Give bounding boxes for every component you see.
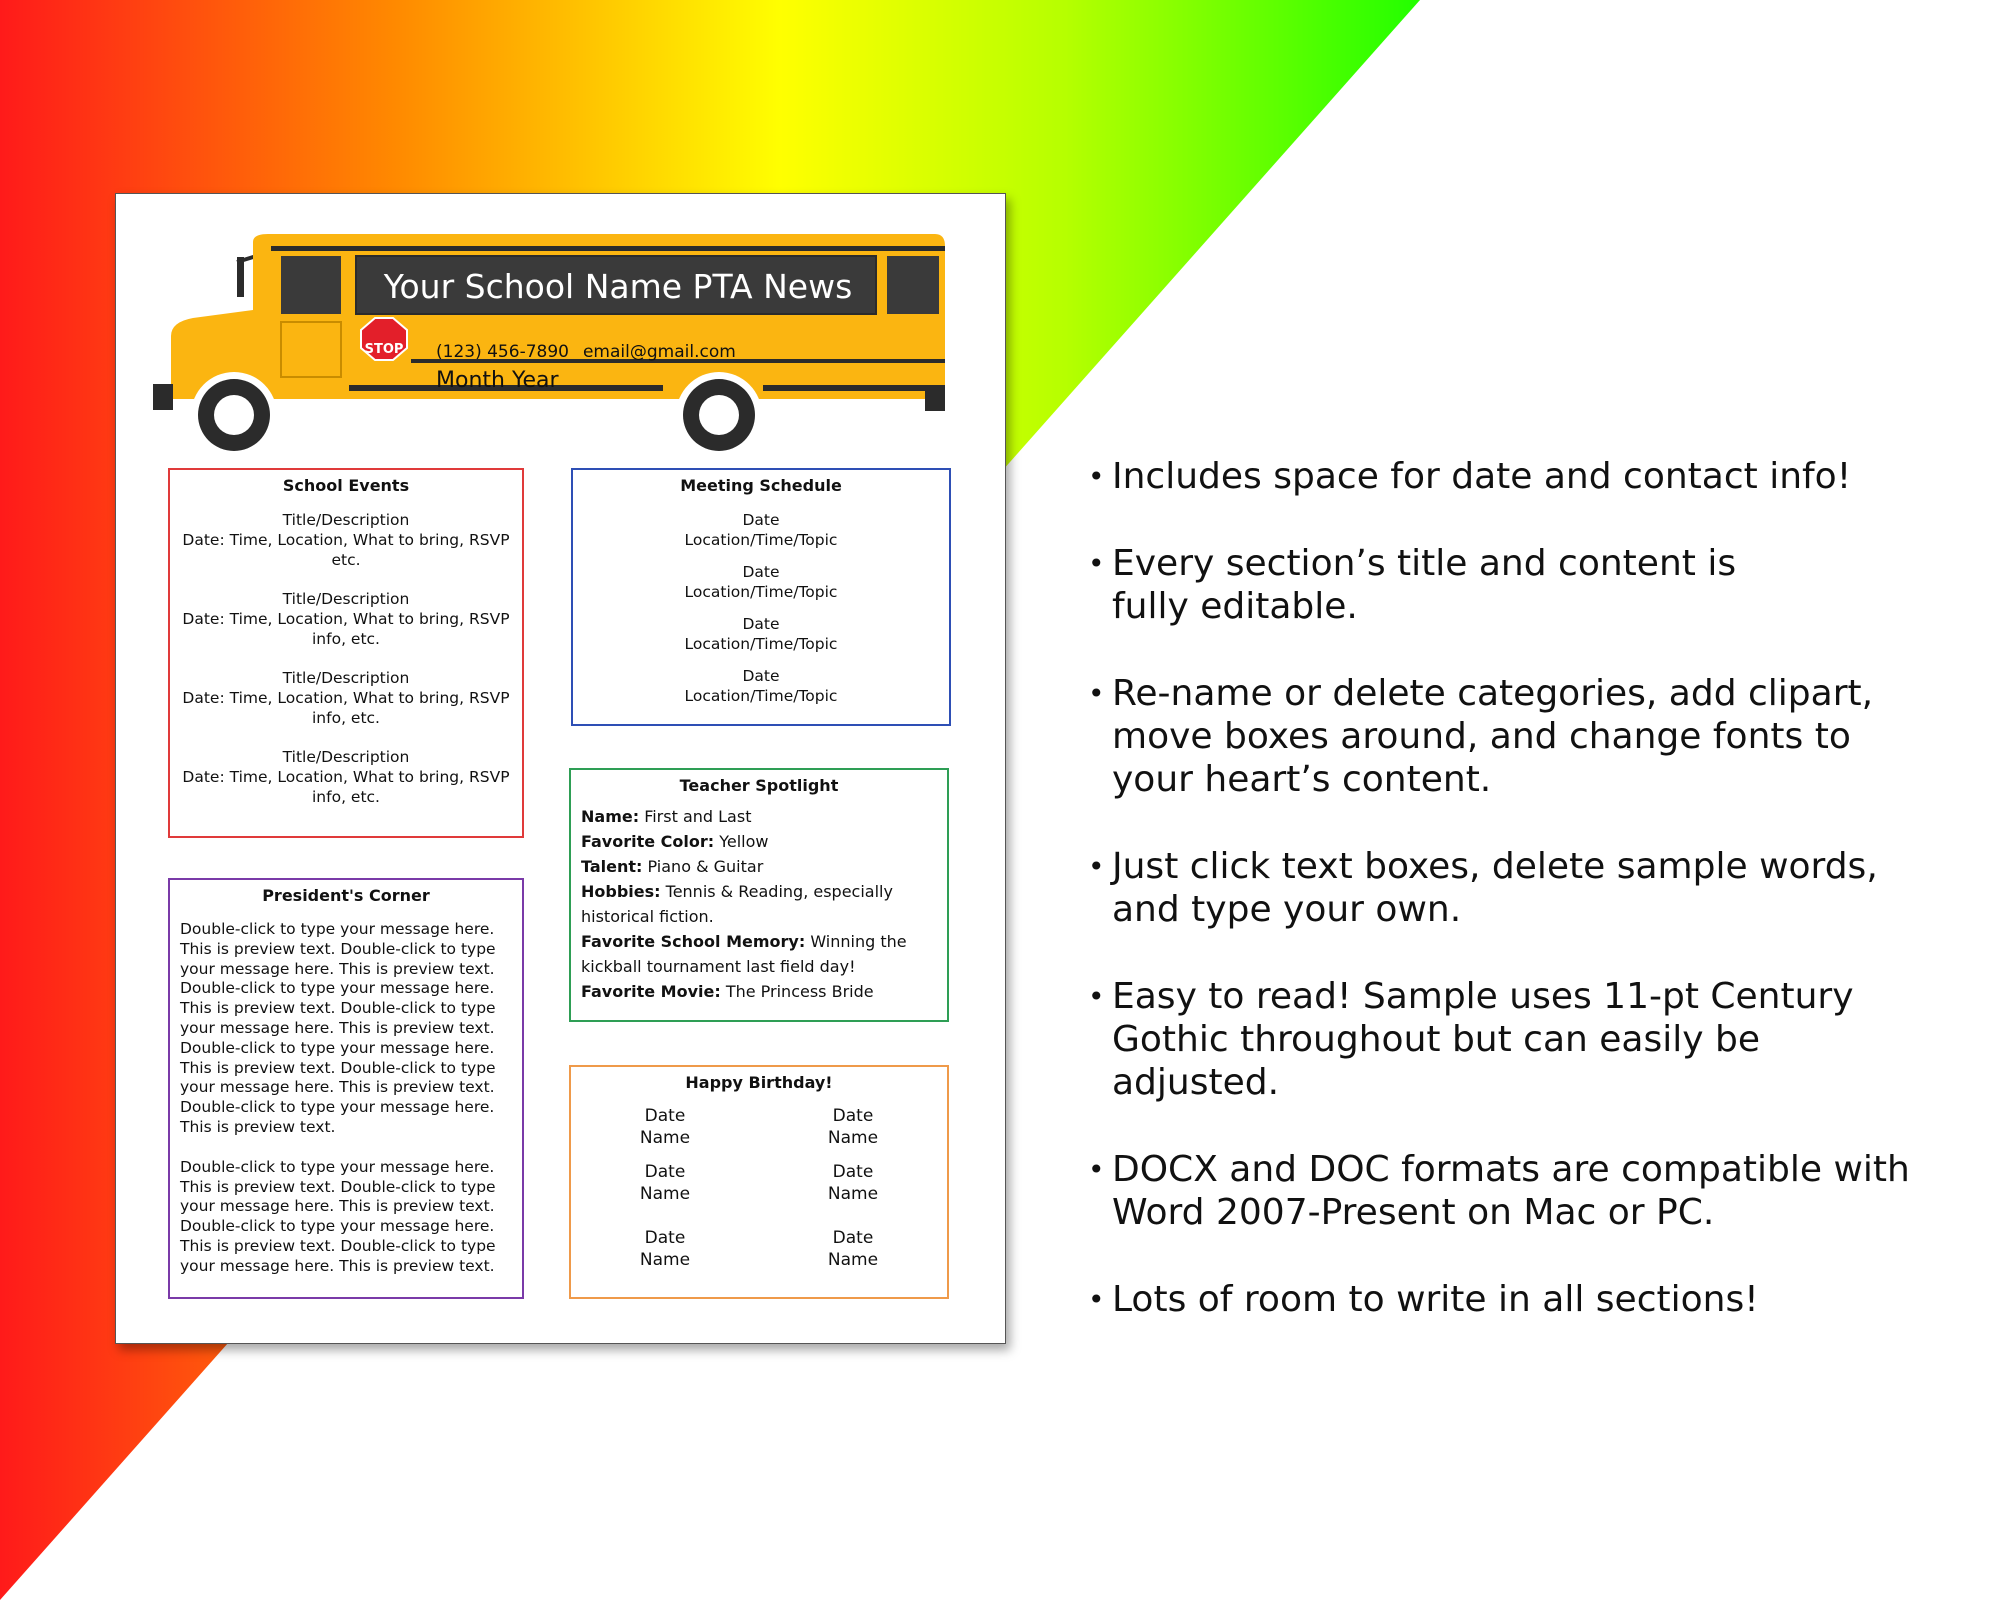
birthday-name: Name	[827, 1128, 879, 1148]
meeting-date: Date	[742, 667, 780, 685]
newsletter-date[interactable]: Month Year	[436, 368, 559, 393]
field-label: Hobbies:	[581, 882, 661, 901]
meeting-item[interactable]	[573, 666, 949, 706]
meeting-detail: Location/Time/Topic	[684, 531, 838, 549]
teacher-spotlight-heading[interactable]: Teacher Spotlight	[679, 776, 839, 795]
field-label: Favorite Movie:	[581, 982, 721, 1001]
event-item[interactable]	[170, 589, 522, 649]
meeting-date: Date	[742, 615, 780, 633]
event-details: Date: Time, Location, What to bring, RSVP	[182, 768, 510, 786]
meeting-detail: Location/Time/Topic	[684, 687, 838, 705]
field-label: Favorite Color:	[581, 832, 715, 851]
birthday-name: Name	[639, 1184, 691, 1204]
event-item[interactable]	[170, 747, 522, 807]
field-value: First and Last	[639, 807, 752, 826]
birthday-date: Date	[644, 1228, 686, 1248]
birthday-box[interactable]	[569, 1065, 949, 1299]
field-value: The Princess Bride	[720, 982, 874, 1001]
president-message-paragraph[interactable]: Double-click to type your message here. This is preview text. Double-click to type your message here. This is preview text. Double-click to type your message here. This is preview text. Double-click to type your message here. This is preview text.	[180, 1157, 496, 1275]
birthday-date: Date	[832, 1228, 874, 1248]
feature-item: • Just click text boxes, delete sample words, and type your own.	[1088, 845, 1912, 931]
meeting-item[interactable]	[573, 614, 949, 654]
president-message-paragraph[interactable]: Double-click to type your message here. This is preview text. Double-click to type your message here. This is preview text. Double-click to type your message here. This is preview text. Double-click to type your message here. This is preview text. Double-click to type your message here. This is preview text. Double-click to type your message here. This is preview text. Double-click to type your message here. This is preview text.	[180, 920, 496, 1136]
meeting-date: Date	[742, 511, 780, 529]
event-details: Date: Time, Location, What to bring, RSVP	[182, 689, 510, 707]
spotlight-hobbies[interactable]	[581, 879, 937, 929]
birthday-date: Date	[644, 1106, 686, 1126]
field-label: Talent:	[581, 857, 643, 876]
feature-item: • DOCX and DOC formats are compatible with Word 2007-Present on Mac or PC.	[1088, 1148, 1968, 1234]
birthday-name: Name	[639, 1128, 691, 1148]
field-value: Winning the kickball tournament last field day!	[581, 932, 907, 976]
birthday-entry[interactable]	[759, 1161, 947, 1205]
meeting-item[interactable]	[573, 562, 949, 602]
newsletter-title[interactable]: Your School Name PTA News	[383, 267, 853, 306]
field-value: Piano & Guitar	[642, 857, 764, 876]
event-details-end: info, etc.	[312, 709, 380, 727]
birthday-date: Date	[644, 1162, 686, 1182]
meeting-detail: Location/Time/Topic	[684, 635, 838, 653]
event-details-end: etc.	[331, 551, 361, 569]
feature-item: • Re-name or delete categories, add clipart, move boxes around, and change fonts to your heart’s content.	[1088, 672, 1912, 801]
presidents-corner-heading[interactable]: President's Corner	[262, 886, 430, 905]
teacher-spotlight-box[interactable]	[569, 768, 949, 1022]
contact-info[interactable]	[436, 342, 736, 362]
meeting-item[interactable]	[573, 510, 949, 550]
birthday-name: Name	[639, 1250, 691, 1270]
birthday-entry[interactable]	[759, 1227, 947, 1271]
event-details-end: info, etc.	[312, 630, 380, 648]
meeting-detail: Location/Time/Topic	[684, 583, 838, 601]
spotlight-memory[interactable]	[581, 929, 937, 979]
birthday-name: Name	[827, 1184, 879, 1204]
event-item[interactable]	[170, 668, 522, 728]
spotlight-name[interactable]	[581, 804, 937, 829]
birthday-date: Date	[832, 1162, 874, 1182]
field-label: Favorite School Memory:	[581, 932, 806, 951]
field-value: Yellow	[714, 832, 769, 851]
stop-sign-label: STOP	[364, 342, 404, 357]
event-title: Title/Description	[282, 590, 410, 608]
feature-list	[1088, 455, 1968, 1365]
feature-item: • Easy to read! Sample uses 11-pt Century Gothic throughout but can easily be adjusted.	[1088, 975, 1872, 1104]
birthday-date: Date	[832, 1106, 874, 1126]
birthday-heading[interactable]: Happy Birthday!	[685, 1073, 833, 1092]
newsletter-page	[115, 193, 1006, 1344]
school-events-heading[interactable]: School Events	[282, 476, 410, 495]
spotlight-movie[interactable]	[581, 979, 937, 1004]
event-title: Title/Description	[282, 511, 410, 529]
feature-item: • Includes space for date and contact info!	[1088, 455, 1968, 498]
meeting-schedule-heading[interactable]: Meeting Schedule	[680, 476, 842, 495]
birthday-entry[interactable]	[571, 1161, 759, 1205]
phone-number[interactable]: (123) 456-7890	[436, 342, 569, 362]
event-details: Date: Time, Location, What to bring, RSVP	[182, 531, 510, 549]
field-value: Tennis & Reading, especially historical fiction.	[581, 882, 893, 926]
feature-item: • Lots of room to write in all sections!	[1088, 1278, 1968, 1321]
email-address[interactable]: email@gmail.com	[582, 342, 736, 362]
presidents-corner-box[interactable]	[168, 878, 524, 1299]
birthday-entry[interactable]	[571, 1105, 759, 1149]
meeting-schedule-box[interactable]	[571, 468, 951, 726]
birthday-name: Name	[827, 1250, 879, 1270]
event-item[interactable]	[170, 510, 522, 570]
school-events-box[interactable]	[168, 468, 524, 838]
field-label: Name:	[581, 807, 640, 826]
birthday-entry[interactable]	[759, 1105, 947, 1149]
meeting-date: Date	[742, 563, 780, 581]
event-details-end: info, etc.	[312, 788, 380, 806]
spotlight-color[interactable]	[581, 829, 937, 854]
birthday-entry[interactable]	[571, 1227, 759, 1271]
event-title: Title/Description	[282, 748, 410, 766]
feature-item: • Every section’s title and content is fully editable.	[1088, 542, 1812, 628]
spotlight-talent[interactable]	[581, 854, 937, 879]
event-details: Date: Time, Location, What to bring, RSVP	[182, 610, 510, 628]
event-title: Title/Description	[282, 669, 410, 687]
